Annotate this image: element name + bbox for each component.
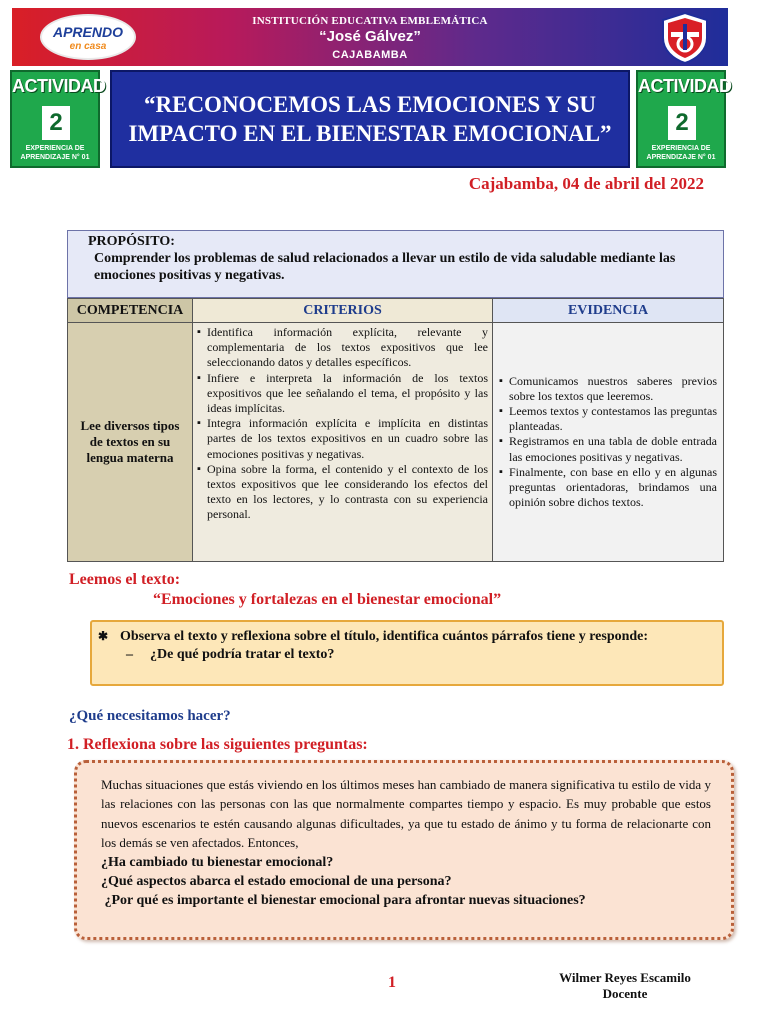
aprendo-en-casa-logo bbox=[40, 14, 136, 60]
school-shield-icon bbox=[657, 10, 713, 66]
list-item: ▪ Integra información explícita e implícita en distintas partes de los textos expositivos en un cuadro sobre las emociones positivas y negativas. bbox=[197, 416, 488, 462]
competency-table bbox=[67, 298, 724, 562]
page-title bbox=[110, 70, 630, 168]
reflection-paragraph: Muchas situaciones que estás viviendo en los últimos meses han cambiado de manera significativa tu estilo de vida y las relaciones con las personas con las que normalmente compartes tiempo y espacio. Es muy probable que estos nuevos escenarios te estén causando algunas dificultades, ya que tu estado de ánimo y tu forma de relacionarte con los demás se ven afectados. Entonces, bbox=[101, 777, 711, 851]
city-label: CAJABAMBA bbox=[332, 49, 408, 61]
criterios-list bbox=[197, 325, 488, 523]
reading-title: “Emociones y fortalezas en el bienestar emocional” bbox=[153, 591, 502, 608]
purpose-box bbox=[67, 230, 724, 298]
dash-bullet: – bbox=[126, 647, 133, 662]
activity-badge-right bbox=[636, 70, 732, 168]
school-name: “José Gálvez” bbox=[319, 28, 421, 45]
teacher-name: Wilmer Reyes Escamilo bbox=[559, 970, 691, 985]
teacher-signature bbox=[540, 970, 710, 1002]
date-line: Cajabamba, 04 de abril del 2022 bbox=[468, 174, 704, 193]
list-item: ▪ Infiere e interpreta la información de los textos expositivos que lee señalando el tema, el propósito y las ideas implícitas. bbox=[197, 371, 488, 417]
reflection-question-2: ¿Qué aspectos abarca el estado emocional de una persona? bbox=[101, 873, 452, 889]
header-evidencia: EVIDENCIA bbox=[493, 299, 724, 323]
page-number: 1 bbox=[388, 974, 396, 991]
section-what-to-do: ¿Qué necesitamos hacer? bbox=[69, 708, 231, 724]
activity-label: ACTIVIDAD bbox=[638, 76, 732, 96]
reflection-question-3: ¿Por qué es importante el bienestar emocional para afrontar nuevas situaciones? bbox=[101, 892, 586, 908]
purpose-text: Comprender los problemas de salud relacionados a llevar un estilo de vida saludable mediante las emociones positivas y negativas. bbox=[94, 251, 676, 283]
table-header-row bbox=[68, 299, 724, 323]
teacher-role: Docente bbox=[602, 986, 648, 1001]
activity-label: ACTIVIDAD bbox=[12, 76, 106, 96]
activity-number: 2 bbox=[668, 106, 696, 140]
section-step-1: 1. Reflexiona sobre las siguientes preguntas: bbox=[67, 736, 368, 753]
competencia-cell: Lee diversos tipos de textos en su lengua materna bbox=[68, 323, 193, 562]
list-item: ▪ Opina sobre la forma, el contenido y el contexto de los textos expositivos que lee considerando los efectos del texto en los lectores, y lo contrasta con su experiencia personal. bbox=[197, 462, 488, 523]
evidencia-list bbox=[499, 374, 717, 511]
instruction-question bbox=[120, 646, 712, 663]
title-line-1: “RECONOCEMOS LAS EMOCIONES Y SU bbox=[144, 92, 596, 117]
star-bullet-icon: ✱ bbox=[98, 629, 109, 643]
header-competencia: COMPETENCIA bbox=[68, 299, 193, 323]
activity-number: 2 bbox=[42, 106, 70, 140]
purpose-label: PROPÓSITO: bbox=[88, 234, 175, 249]
list-item: ▪ Leemos textos y contestamos las preguntas planteadas. bbox=[499, 404, 717, 434]
criterios-cell bbox=[193, 323, 493, 562]
evidencia-cell bbox=[493, 323, 724, 562]
reflection-box bbox=[74, 760, 734, 940]
experience-label: EXPERIENCIA DE APRENDIZAJE N° 01 bbox=[20, 145, 90, 161]
list-item: ▪ Identifica información explícita, relevante y complementaria de los textos expositivos que lee seleccionando datos y detalles específicos. bbox=[197, 325, 488, 371]
logo-line1: APRENDO bbox=[52, 24, 123, 40]
instruction-text: Observa el texto y reflexiona sobre el título, identifica cuántos párrafos tiene y responde: bbox=[120, 629, 649, 644]
list-item: ▪ Finalmente, con base en ello y en algunas preguntas orientadoras, brindamos una opinión sobre dichos textos. bbox=[499, 465, 717, 511]
institution-label: INSTITUCIÓN EDUCATIVA EMBLEMÁTICA bbox=[252, 15, 488, 27]
table-row bbox=[68, 323, 724, 562]
question-text: ¿De qué podría tratar el texto? bbox=[150, 647, 335, 662]
title-line-2: IMPACTO EN EL BIENESTAR EMOCIONAL” bbox=[128, 121, 612, 146]
list-item: ▪ Comunicamos nuestros saberes previos sobre los textos que leeremos. bbox=[499, 374, 717, 404]
instruction-box bbox=[90, 620, 724, 686]
logo-line2: en casa bbox=[69, 41, 107, 52]
reading-label: Leemos el texto: bbox=[69, 571, 181, 588]
list-item: ▪ Registramos en una tabla de doble entrada las emociones positivas y negativas. bbox=[499, 434, 717, 464]
reflection-question-1: ¿Ha cambiado tu bienestar emocional? bbox=[101, 854, 334, 870]
experience-label: EXPERIENCIA DE APRENDIZAJE N° 01 bbox=[646, 145, 716, 161]
activity-badge-left bbox=[10, 70, 106, 168]
header-criterios: CRITERIOS bbox=[193, 299, 493, 323]
